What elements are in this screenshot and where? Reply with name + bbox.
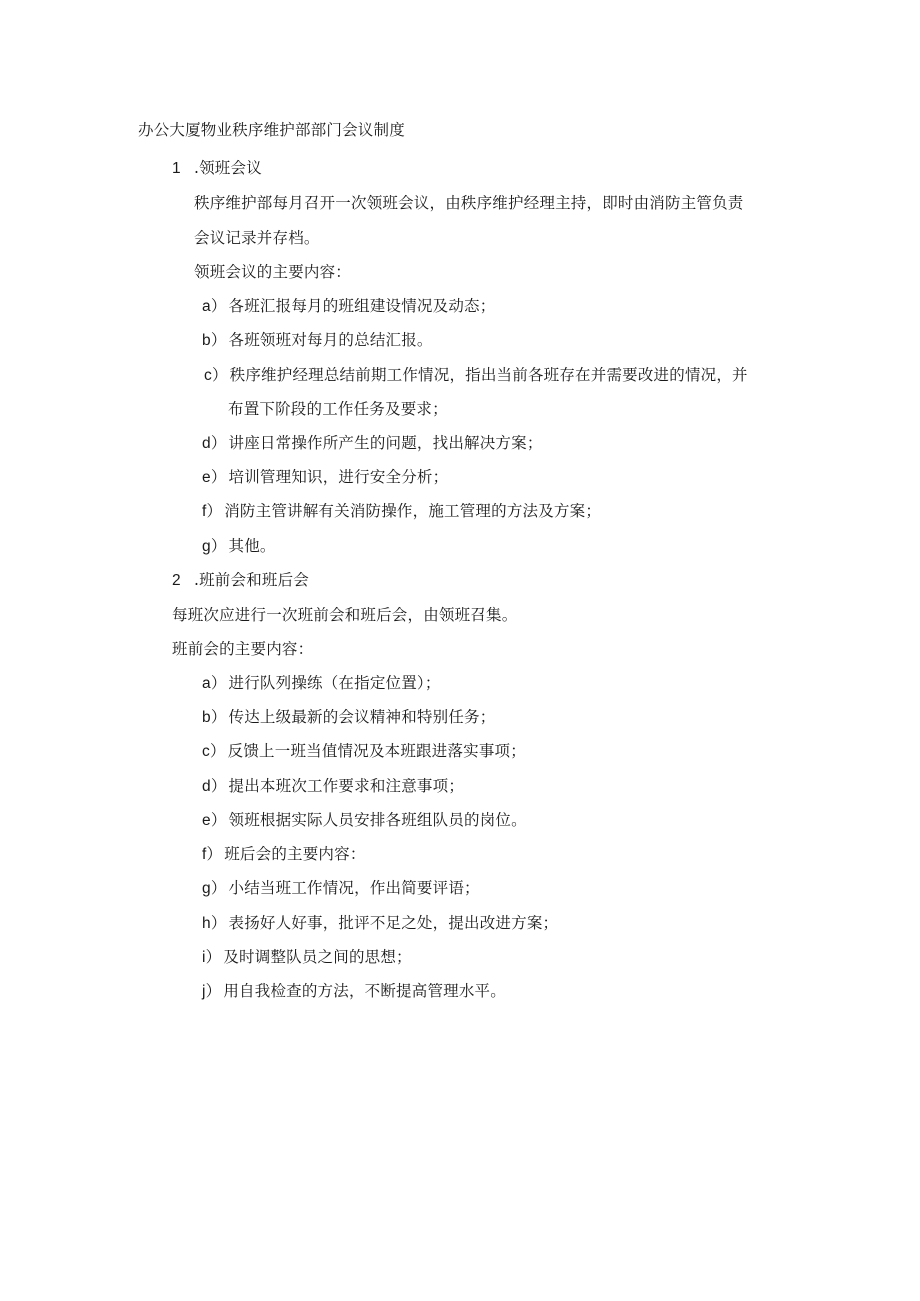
list-item	[202, 707, 495, 728]
list-text: 及时调整队员之间的思想；	[223, 948, 412, 966]
list-item	[202, 776, 464, 797]
list-marker: b）	[202, 332, 227, 349]
section-1-title: .领班会议	[193, 159, 262, 177]
list-text: 传达上级最新的会议精神和特别任务；	[228, 708, 496, 726]
list-marker: e）	[202, 812, 227, 829]
list-item	[202, 467, 448, 488]
list-text: 领班根据实际人员安排各班组队员的岗位。	[228, 811, 527, 829]
list-marker: c）	[204, 367, 228, 384]
list-marker: i）	[202, 949, 222, 966]
list-marker: h）	[202, 915, 227, 932]
list-item	[204, 365, 748, 386]
section-1-paragraph-line-1: 秩序维护部每月召开一次领班会议，由秩序维护经理主持，即时由消防主管负责	[194, 194, 744, 212]
list-text: 小结当班工作情况，作出简要评语；	[228, 879, 480, 897]
list-item	[202, 741, 526, 762]
list-marker: f）	[202, 846, 223, 863]
list-text: 反馈上一班当值情况及本班跟进落实事项；	[227, 742, 526, 760]
list-text: 消防主管讲解有关消防操作，施工管理的方法及方案；	[224, 502, 602, 520]
section-2-number: 2	[172, 572, 181, 589]
section-2-heading	[172, 570, 309, 591]
list-item	[202, 673, 441, 694]
list-item	[202, 810, 527, 831]
list-marker: g）	[202, 538, 227, 555]
list-text: 布置下阶段的工作任务及要求；	[228, 400, 448, 418]
list-item	[202, 536, 276, 557]
list-text: 班后会的主要内容：	[224, 845, 366, 863]
section-1-number: 1	[172, 160, 181, 177]
list-item	[202, 330, 433, 351]
list-item	[202, 981, 506, 1002]
list-item	[202, 501, 601, 522]
list-marker: a）	[202, 298, 227, 315]
section-1-heading	[172, 158, 262, 179]
list-text: 各班汇报每月的班组建设情况及动态；	[228, 297, 496, 315]
list-text: 提出本班次工作要求和注意事项；	[228, 777, 465, 795]
list-marker: e）	[202, 469, 227, 486]
list-text: 进行队列操练（在指定位置）；	[228, 674, 441, 692]
section-2-title: .班前会和班后会	[193, 571, 309, 589]
section-2-paragraph: 每班次应进行一次班前会和班后会，由领班召集。	[172, 606, 518, 624]
list-item	[202, 913, 558, 934]
section-1-paragraph-line-2: 会议记录并存档。	[194, 229, 320, 247]
list-marker: j）	[202, 983, 222, 1000]
list-text: 用自我检查的方法，不断提高管理水平。	[223, 982, 506, 1000]
list-marker: g）	[202, 880, 227, 897]
list-text: 表扬好人好事，批评不足之处，提出改进方案；	[228, 914, 559, 932]
list-text: 秩序维护经理总结前期工作情况，指出当前各班存在并需要改进的情况，并	[229, 366, 748, 384]
list-item	[202, 947, 412, 968]
section-1-content-intro: 领班会议的主要内容：	[194, 263, 352, 281]
list-item	[202, 433, 543, 454]
list-marker: c）	[202, 743, 226, 760]
list-item	[202, 878, 480, 899]
section-2-content-intro: 班前会的主要内容：	[172, 640, 314, 658]
list-marker: f）	[202, 503, 223, 520]
list-marker: a）	[202, 675, 227, 692]
list-marker: d）	[202, 435, 227, 452]
list-item	[202, 296, 495, 317]
list-marker: b）	[202, 709, 227, 726]
document-title: 办公大厦物业秩序维护部部门会议制度	[138, 121, 405, 139]
list-marker: d）	[202, 778, 227, 795]
list-item-continuation	[228, 399, 448, 419]
list-text: 各班领班对每月的总结汇报。	[228, 331, 433, 349]
list-text: 培训管理知识，进行安全分析；	[228, 468, 449, 486]
list-item	[202, 844, 366, 865]
list-text: 讲座日常操作所产生的问题，找出解决方案；	[228, 434, 543, 452]
list-text: 其他。	[228, 537, 276, 555]
